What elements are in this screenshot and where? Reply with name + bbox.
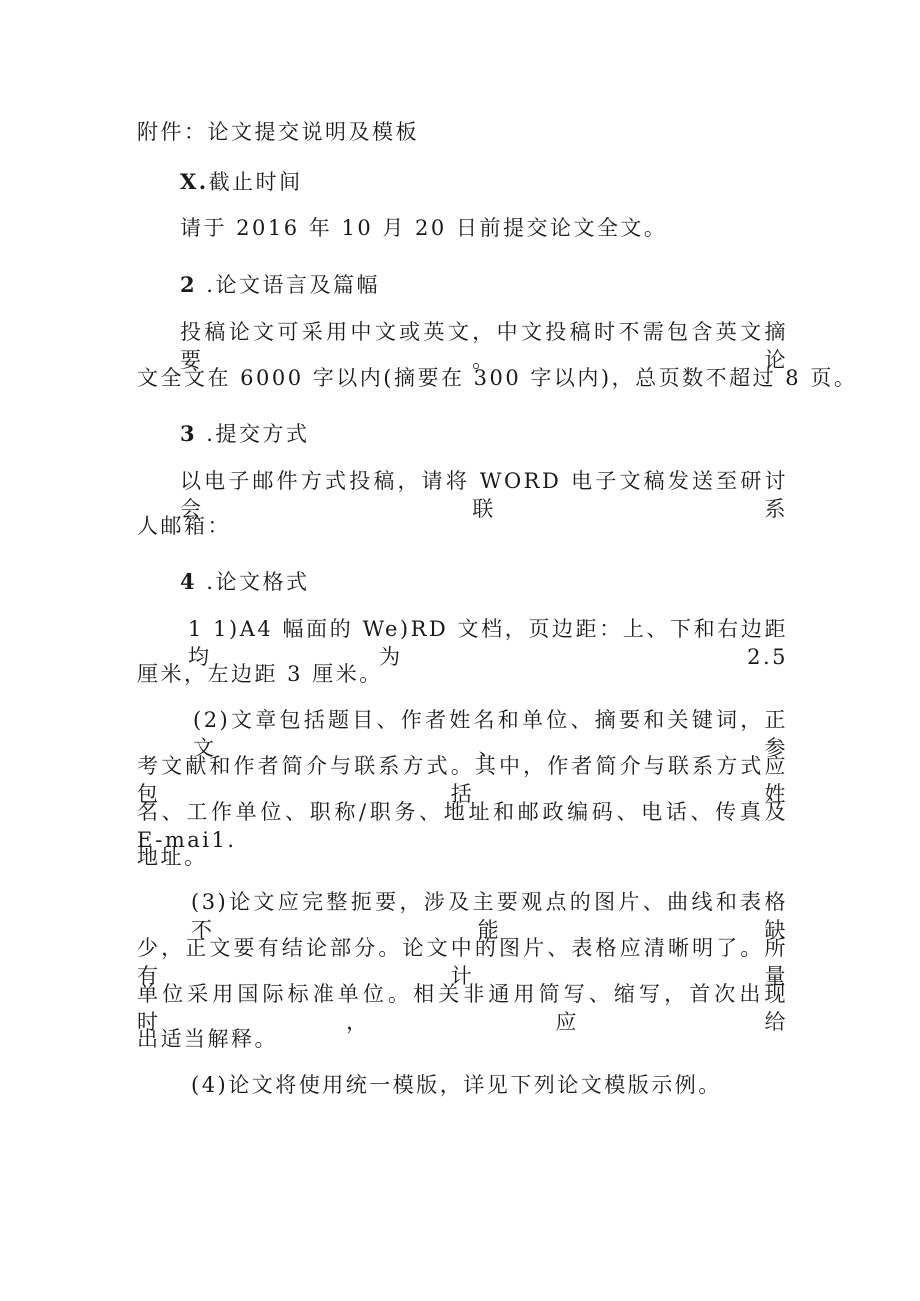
list-item-line: 单位采用国际标准单位。相关非通用简写、缩写，首次出现时，应给 <box>137 982 788 1034</box>
attachment-title: 附件：论文提交说明及模板 <box>137 120 419 144</box>
paragraph-line: 投稿论文可采用中文或英文，中文投稿时不需包含英文摘要。论 <box>180 320 788 372</box>
section-title: .提交方式 <box>197 422 310 446</box>
section-number: X. <box>180 169 209 194</box>
section-number: 3 <box>180 421 198 446</box>
section-heading <box>180 168 840 196</box>
list-item-line: 少，正文要有结论部分。论文中的图片、表格应清晰明了。所有计量 <box>137 936 788 988</box>
paragraph-line: 文全文在 6000 字以内(摘要在 300 字以内)，总页数不超过 8 页。 <box>137 366 858 390</box>
section-heading <box>180 568 840 596</box>
list-item-line: 1 1)A4 幅面的 We)RD 文档，页边距：上、下和右边距均为 2.5 <box>188 617 788 669</box>
section-title: .论文格式 <box>197 570 310 594</box>
section-heading <box>180 271 840 299</box>
list-item-line: (4)论文将使用统一模版，详见下列论文模版示例。 <box>191 1073 722 1097</box>
section-heading <box>180 420 840 448</box>
list-item-line: (3)论文应完整扼要，涉及主要观点的图片、曲线和表格不能缺 <box>191 890 788 942</box>
section-number: 4 <box>180 569 198 594</box>
list-item-line: 考文献和作者简介与联系方式。其中，作者简介与联系方式应包括姓 <box>137 754 788 806</box>
paragraph-line: 人邮箱： <box>137 514 231 538</box>
list-item-line: 地址。 <box>137 845 208 869</box>
section-title: 截止时间 <box>208 170 303 194</box>
paragraph-line: 请于 2016 年 10 月 20 日前提交论文全文。 <box>180 216 668 240</box>
list-item-line: 名、工作单位、职称/职务、地址和邮政编码、电话、传真及 E-mai1. <box>137 800 788 852</box>
list-item-line: 出适当解释。 <box>137 1027 278 1051</box>
paragraph-line: 以电子邮件方式投稿，请将 WORD 电子文稿发送至研讨会联系 <box>180 469 788 521</box>
section-title: .论文语言及篇幅 <box>197 273 380 297</box>
section-number: 2 <box>180 272 198 297</box>
list-item-line: 厘米，左边距 3 厘米。 <box>137 662 383 686</box>
list-item-line: (2)文章包括题目、作者姓名和单位、摘要和关键词，正文、参 <box>193 708 788 760</box>
